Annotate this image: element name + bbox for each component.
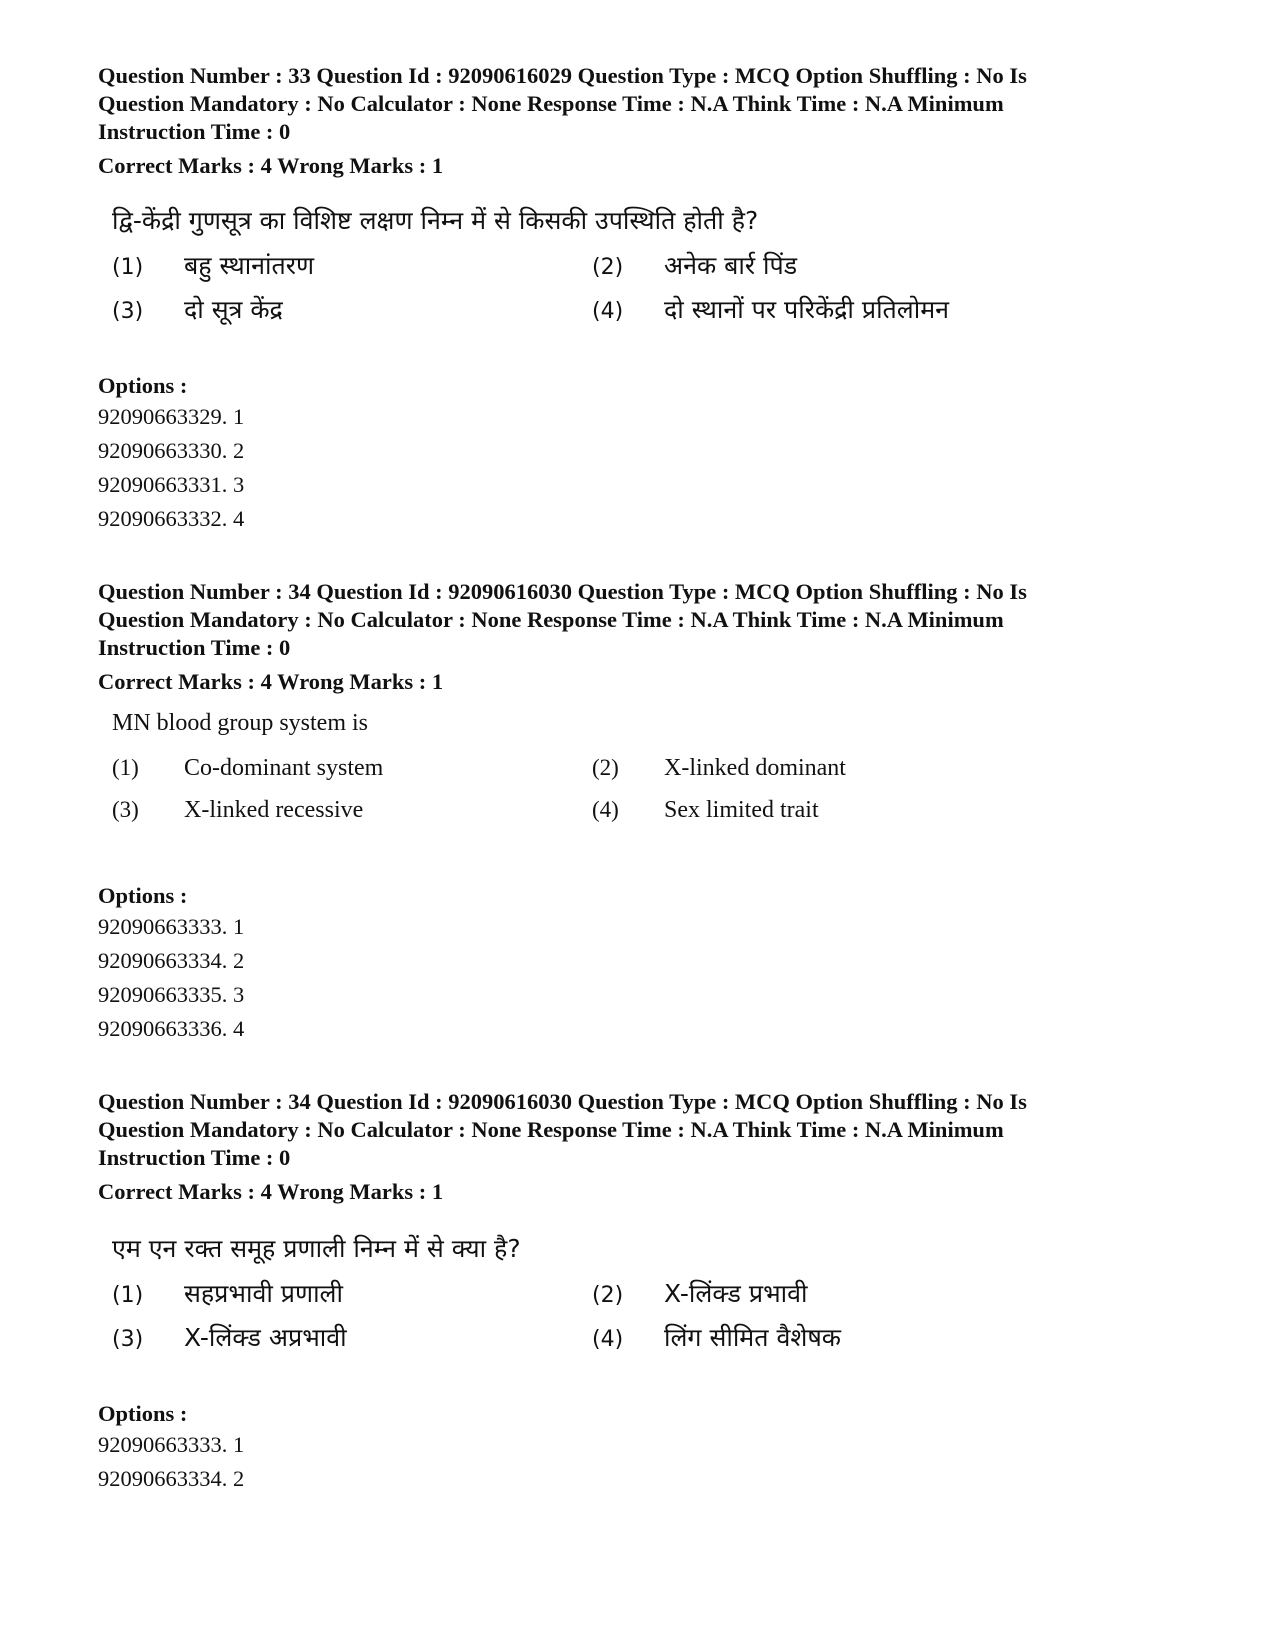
- question-33-header: [98, 62, 1178, 180]
- choice-text: X-linked recessive: [184, 797, 364, 823]
- choice-text: X-linked dominant: [664, 755, 846, 781]
- options-heading: Options :: [98, 883, 188, 908]
- question-meta: Question Number : 33 Question Id : 92090616029 Question Type : MCQ Option Shuffling : No Is Question Mandatory : No Calculator : None Response Time : N.A Think Time : N.A Minimum Instruction Time : 0: [98, 63, 1027, 144]
- question-text: MN blood group system is: [112, 710, 369, 736]
- choice-item: [588, 794, 1008, 826]
- choice-text: लिंग सीमित वैशेषक: [664, 1323, 841, 1352]
- choice-item: [588, 1322, 1008, 1356]
- question-text: एम एन रक्त समूह प्रणाली निम्न में से क्या है?: [112, 1234, 521, 1263]
- choice-item: [108, 1322, 588, 1356]
- choice-text: दो सूत्र केंद्र: [184, 295, 283, 324]
- options-heading: Options :: [98, 1401, 188, 1426]
- question-33-options: [98, 372, 1178, 536]
- marks-line: Correct Marks : 4 Wrong Marks : 1: [98, 153, 444, 178]
- choice-item: [588, 752, 1008, 784]
- marks-line: Correct Marks : 4 Wrong Marks : 1: [98, 1179, 444, 1204]
- option-id: 92090663334. 2: [98, 1466, 245, 1491]
- choice-number: (4): [592, 797, 619, 822]
- choice-item: [588, 1278, 1008, 1312]
- option-id: 92090663330. 2: [98, 438, 245, 463]
- option-id: 92090663331. 3: [98, 472, 245, 497]
- choice-number: (1): [112, 755, 139, 780]
- choice-item: [108, 294, 588, 328]
- choice-text: X-लिंक्ड प्रभावी: [664, 1279, 808, 1308]
- option-id: 92090663335. 3: [98, 982, 245, 1007]
- question-34-options: [98, 882, 1178, 1046]
- choice-number: (1): [112, 255, 144, 280]
- options-heading: Options :: [98, 373, 188, 398]
- choice-number: (3): [112, 299, 144, 324]
- choice-number: (3): [112, 1327, 144, 1352]
- choice-list: [108, 250, 1008, 328]
- choice-text: Co-dominant system: [184, 755, 384, 781]
- option-id: 92090663329. 1: [98, 404, 245, 429]
- choice-item: [108, 1278, 588, 1312]
- choice-number: (2): [592, 255, 624, 280]
- choice-text: दो स्थानों पर परिकेंद्री प्रतिलोमन: [664, 295, 950, 324]
- choice-number: (4): [592, 299, 624, 324]
- choice-number: (2): [592, 755, 619, 780]
- question-meta: Question Number : 34 Question Id : 92090616030 Question Type : MCQ Option Shuffling : No Is Question Mandatory : No Calculator : None Response Time : N.A Think Time : N.A Minimum Instruction Time : 0: [98, 579, 1027, 660]
- question-33-body: [108, 206, 1008, 328]
- choice-text: X-लिंक्ड अप्रभावी: [184, 1323, 347, 1352]
- option-id: 92090663333. 1: [98, 914, 245, 939]
- choice-list: [108, 1278, 1008, 1356]
- choice-item: [108, 752, 588, 784]
- question-meta: Question Number : 34 Question Id : 92090616030 Question Type : MCQ Option Shuffling : No Is Question Mandatory : No Calculator : None Response Time : N.A Think Time : N.A Minimum Instruction Time : 0: [98, 1089, 1027, 1170]
- choice-number: (4): [592, 1327, 624, 1352]
- question-34-header: [98, 578, 1178, 696]
- marks-line: Correct Marks : 4 Wrong Marks : 1: [98, 669, 444, 694]
- choice-text: अनेक बार्र पिंड: [664, 251, 798, 280]
- option-id: 92090663332. 4: [98, 506, 245, 531]
- option-id: 92090663333. 1: [98, 1432, 245, 1457]
- choice-item: [108, 794, 588, 826]
- question-34-hindi-body: [108, 1234, 1008, 1356]
- choice-item: [588, 250, 1008, 284]
- question-34-body: [108, 708, 1008, 826]
- option-id: 92090663334. 2: [98, 948, 245, 973]
- choice-list: [108, 752, 1008, 826]
- choice-item: [108, 250, 588, 284]
- choice-number: (2): [592, 1283, 624, 1308]
- choice-item: [588, 294, 1008, 328]
- question-34-hindi-header: [98, 1088, 1178, 1206]
- choice-number: (3): [112, 797, 139, 822]
- choice-text: सहप्रभावी प्रणाली: [184, 1279, 343, 1308]
- choice-number: (1): [112, 1283, 144, 1308]
- question-34-hindi-options: [98, 1400, 1178, 1496]
- option-id: 92090663336. 4: [98, 1016, 245, 1041]
- choice-text: बहु स्थानांतरण: [184, 251, 315, 280]
- choice-text: Sex limited trait: [664, 797, 819, 823]
- question-text: द्वि-केंद्री गुणसूत्र का विशिष्ट लक्षण निम्न में से किसकी उपस्थिति होती है?: [112, 206, 759, 235]
